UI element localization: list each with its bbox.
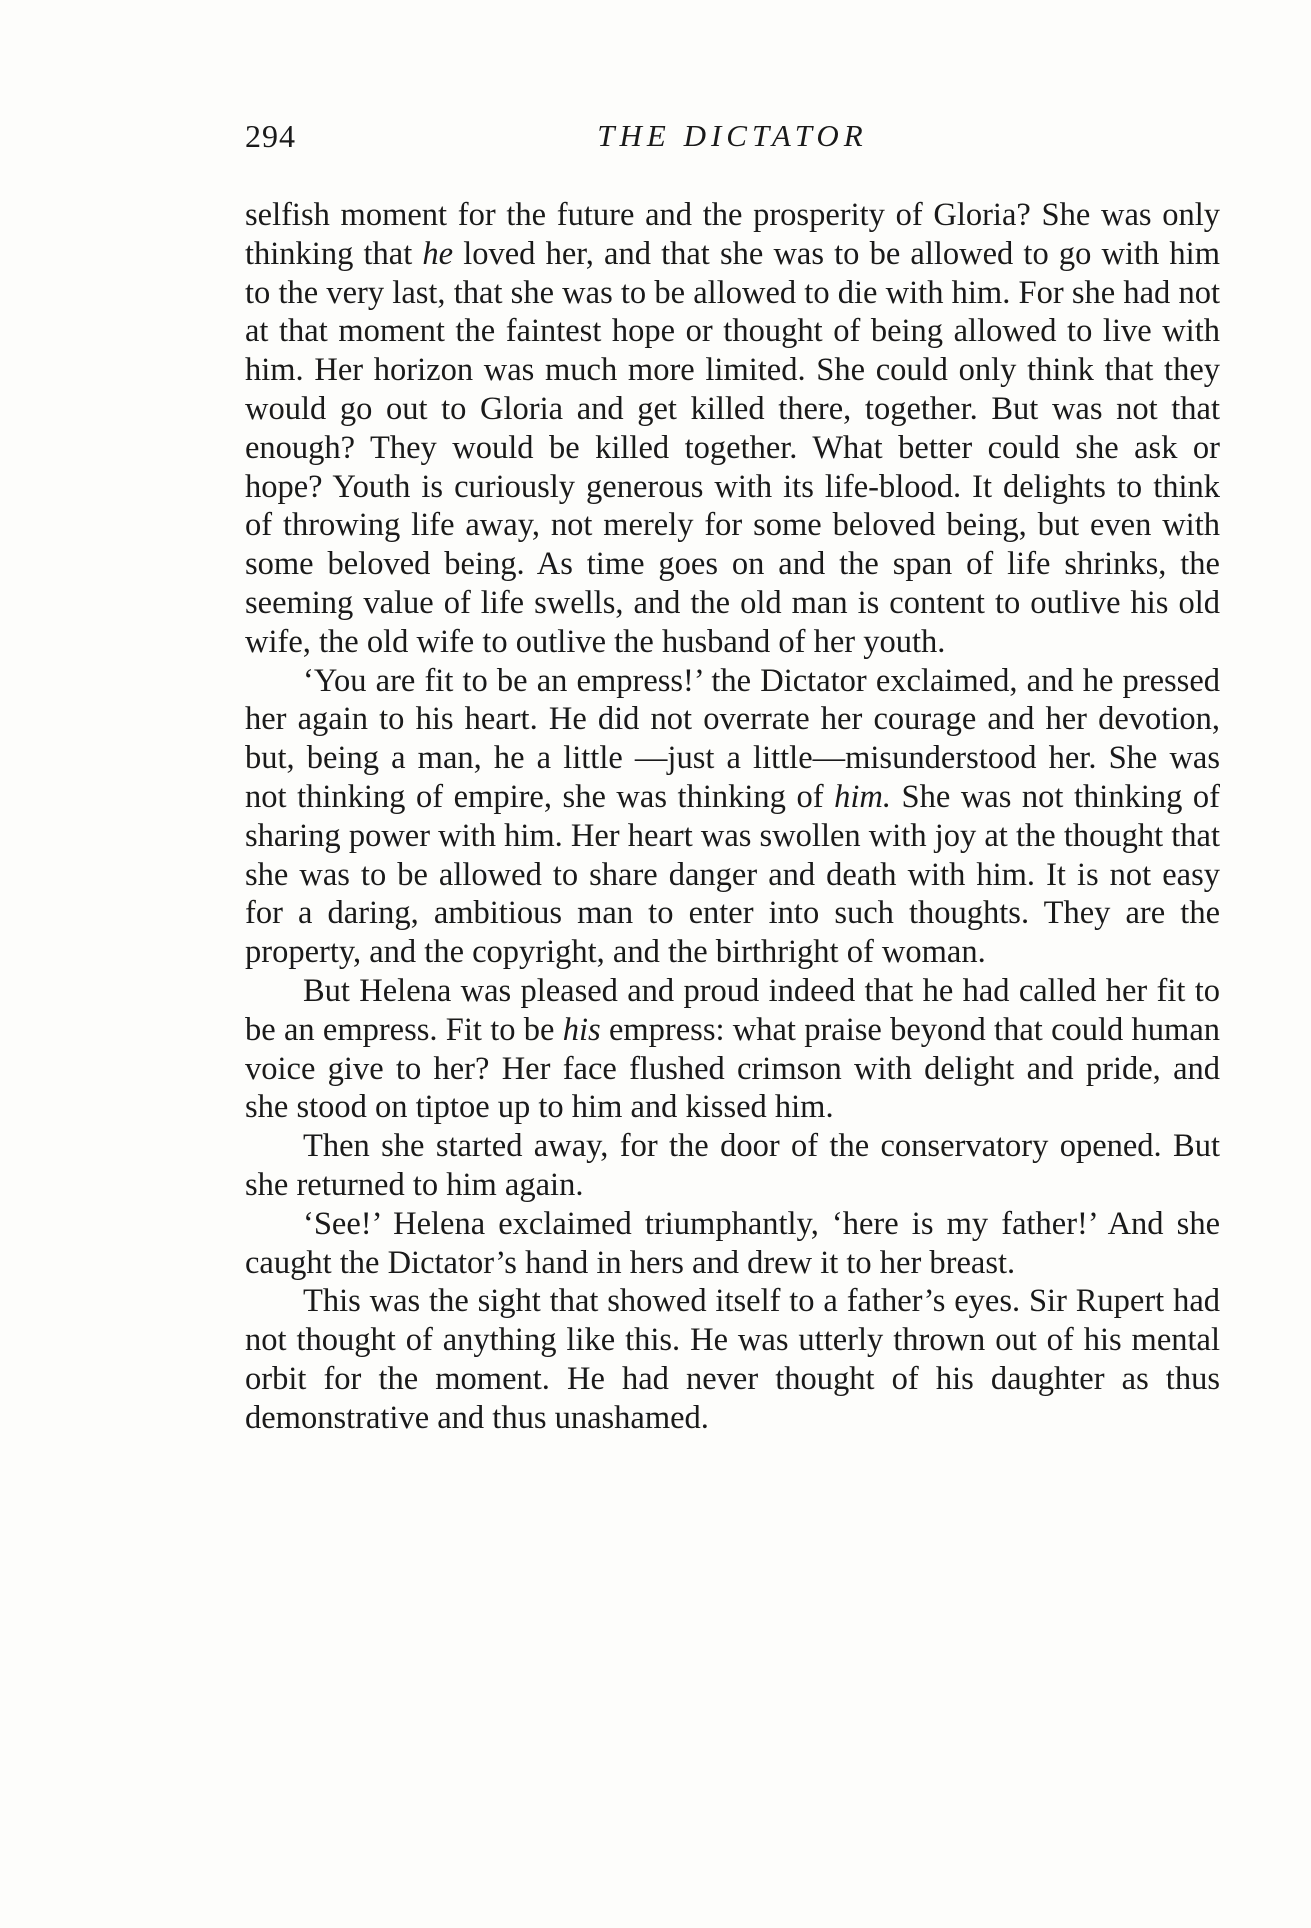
body-text <box>245 196 1220 1438</box>
page-header <box>245 118 1220 168</box>
italic-text: he <box>422 235 454 272</box>
text-run: But Helena was pleased and proud indeed that he had called her fit to be an empress. Fit to be <box>245 972 1220 1048</box>
text-run: ‘You are fit to be an empress!’ the Dictator exclaimed, and he pressed her again to his heart. He did not overrate her courage and her devotion, but, being a man, he a little —just a little—misunderstood her. She was not thinking of empire, she was thinking of <box>245 662 1220 815</box>
paragraph <box>245 196 1220 662</box>
paragraph <box>245 972 1220 1127</box>
page-number: 294 <box>245 118 296 154</box>
paragraph <box>245 1282 1220 1437</box>
text-run: loved her, and that she was to be allowed to go with him to the very last, that she was to be allowed to die with him. For she had not at that moment the faintest hope or thought of being allowed to live with him. Her horizon was much more limited. She could only think that they would go out to Gloria and get killed there, together. But was not that enough? They would be killed together. What better could she ask or hope? Youth is curiously generous with its life-blood. It delights to think of throwing life away, not merely for some beloved being, but even with some beloved being. As time goes on and the span of life shrinks, the seeming value of life swells, and the old man is content to outlive his old wife, the old wife to outlive the husband of her youth. <box>245 235 1220 660</box>
text-run: selfish moment for the future and the prosperity of Gloria? She was only thinking that <box>245 197 1220 272</box>
italic-text: him. <box>834 778 891 815</box>
text-run: empress: what praise beyond that could human voice give to her? Her face flushed crimson with delight and pride, and she stood on tiptoe up to him and kissed him. <box>245 1011 1221 1126</box>
italic-text: his <box>562 1011 601 1048</box>
paragraph <box>245 1205 1220 1283</box>
paragraph <box>245 662 1220 972</box>
paragraph <box>245 1127 1220 1205</box>
text-run: ‘See!’ Helena exclaimed triumphantly, ‘here is my father!’ And she caught the Dictator’s hand in hers and drew it to her breast. <box>245 1205 1220 1281</box>
text-run: This was the sight that showed itself to a father’s eyes. Sir Rupert had not thought of anything like this. He was utterly thrown out of his mental orbit for the moment. He had never thought of his daughter as thus demonstrative and thus unashamed. <box>245 1283 1220 1436</box>
text-run: Then she started away, for the door of the conservatory opened. But she returned to him again. <box>245 1128 1220 1203</box>
running-head: THE DICTATOR <box>597 118 868 153</box>
text-run: She was not thinking of sharing power with him. Her heart was swollen with joy at the thought that she was to be allowed to share danger and death with him. It is not easy for a daring, ambitious man to enter into such thoughts. They are the property, and the copyright, and the birthright of woman. <box>245 778 1220 971</box>
